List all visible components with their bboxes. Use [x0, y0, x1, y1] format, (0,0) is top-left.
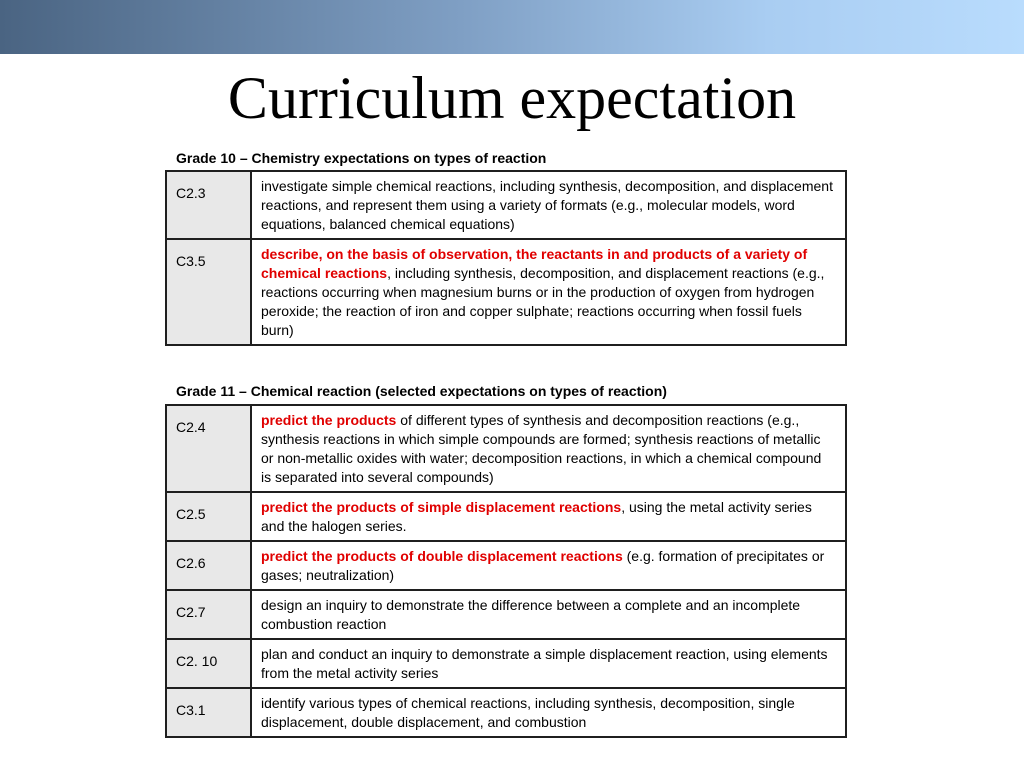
- expectation-description: [251, 492, 846, 541]
- expectation-text: identify various types of chemical reactions, including synthesis, decomposition, single displacement, double displacement, and combustion: [261, 695, 795, 730]
- expectation-text: plan and conduct an inquiry to demonstrate a simple displacement reaction, using elements from the metal activity series: [261, 646, 828, 681]
- expectation-text: of different types of synthesis and decomposition reactions (e.g., synthesis reactions in which simple compounds are formed; synthesis reactions of metallic or non-metallic oxides with water; decomposition reactions, in which a chemical compound is separated into several compounds): [261, 412, 822, 485]
- highlighted-expectation: predict the products of simple displacement reactions: [261, 499, 622, 515]
- highlighted-expectation: describe, on the basis of observation, the reactants in and products of a variety of chemical reactions: [261, 246, 808, 281]
- expectation-text: , using the metal activity series and the halogen series.: [261, 499, 812, 534]
- expectation-code: C2.5: [166, 492, 251, 541]
- expectation-code: C3.5: [166, 239, 251, 345]
- table-row: [166, 405, 846, 492]
- expectation-description: [251, 688, 846, 737]
- highlighted-expectation: predict the products: [261, 412, 397, 428]
- grade10-table: [165, 170, 847, 346]
- table-row: [166, 171, 846, 239]
- table-row: [166, 492, 846, 541]
- expectation-code: C2.7: [166, 590, 251, 639]
- expectation-code: C3.1: [166, 688, 251, 737]
- expectation-description: [251, 639, 846, 688]
- expectation-description: [251, 239, 846, 345]
- grade11-caption: Grade 11 – Chemical reaction (selected expectations on types of reaction): [176, 383, 667, 399]
- expectation-text: (e.g. formation of precipitates or gases; neutralization): [261, 548, 825, 583]
- expectation-description: [251, 171, 846, 239]
- expectation-code: C2.3: [166, 171, 251, 239]
- expectation-text: , including synthesis, decomposition, and displacement reactions (e.g., reactions occurring when magnesium burns or in the production of oxygen from hydrogen peroxide; the reaction of iron and copper sulphate; reactions occurring when fossil fuels burn): [261, 265, 825, 338]
- table-row: [166, 239, 846, 345]
- grade11-table: [165, 404, 847, 738]
- table-row: [166, 639, 846, 688]
- expectation-code: C2.6: [166, 541, 251, 590]
- header-gradient-bar: [0, 0, 1024, 54]
- table-row: [166, 541, 846, 590]
- table-row: [166, 590, 846, 639]
- expectation-description: [251, 590, 846, 639]
- grade10-caption: Grade 10 – Chemistry expectations on types of reaction: [176, 150, 547, 166]
- expectation-code: C2.4: [166, 405, 251, 492]
- highlighted-expectation: predict the products of double displacement reactions: [261, 548, 623, 564]
- expectation-description: [251, 405, 846, 492]
- expectation-text: investigate simple chemical reactions, including synthesis, decomposition, and displacement reactions, and represent them using a variety of formats (e.g., molecular models, word equations, balanced chemical equations): [261, 178, 833, 232]
- slide-title: Curriculum expectation: [227, 65, 797, 131]
- expectation-description: [251, 541, 846, 590]
- table-row: [166, 688, 846, 737]
- expectation-text: design an inquiry to demonstrate the difference between a complete and an incomplete combustion reaction: [261, 597, 801, 632]
- expectation-code: C2. 10: [166, 639, 251, 688]
